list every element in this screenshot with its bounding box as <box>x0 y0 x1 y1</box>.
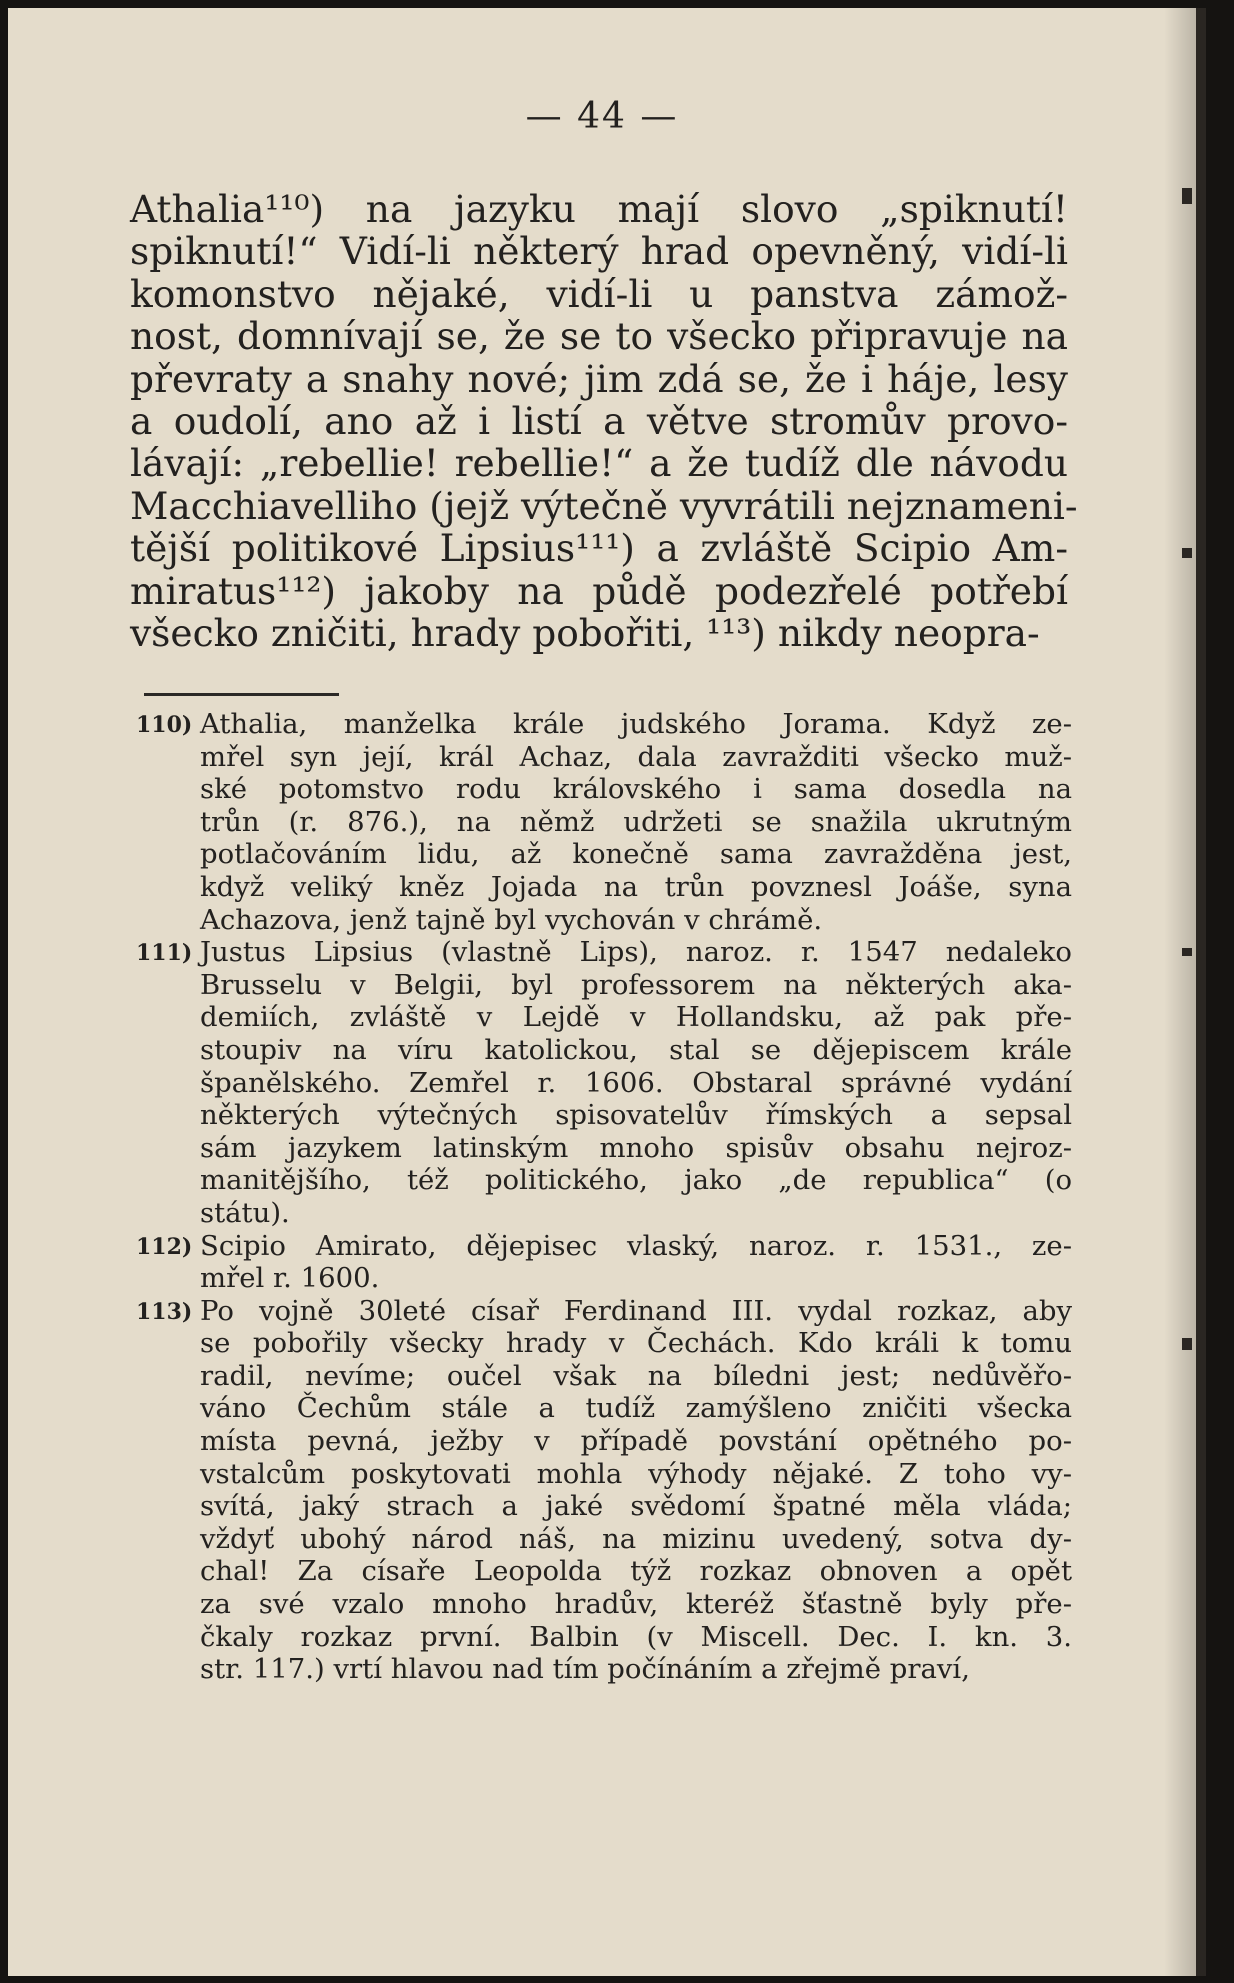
footnote-112 <box>136 1230 1072 1295</box>
footnote-line: místa pevná, ježby v případě povstání opětného po- <box>200 1425 1072 1458</box>
footnote-line: ské potomstvo rodu královského i sama dosedla na <box>200 773 1072 806</box>
text-line: nost, domnívají se, že se to všecko připravuje na <box>130 314 1068 359</box>
binding-mark <box>1182 188 1192 204</box>
footnote-line: váno Čechům stále a tudíž zamýšleno zničiti všecka <box>200 1392 1072 1425</box>
footnote-line: vstalcům poskytovati mohla výhody nějaké. Z toho vy- <box>200 1457 1072 1490</box>
footnotes <box>136 708 1072 1686</box>
footnote-line: vždyť ubohý národ náš, na mizinu uvedený, sotva dy- <box>200 1522 1072 1555</box>
footnote-line: se pobořily všecky hrady v Čechách. Kdo králi k tomu <box>200 1327 1072 1360</box>
footnote-line: španělského. Zemřel r. 1606. Obstaral správné vydání <box>200 1066 1072 1099</box>
text-line: a oudolí, ano až i listí a větve stromův provo- <box>130 399 1068 444</box>
footnote-line: čkaly rozkaz první. Balbin (v Miscell. Dec. I. kn. 3. <box>200 1620 1072 1653</box>
text-line: převraty a snahy nové; jim zdá se, že i háje, lesy <box>130 356 1068 401</box>
binding-mark <box>1182 948 1192 956</box>
footnote-line: když veliký kněz Jojada na trůn povznesl Joáše, syna <box>200 870 1072 903</box>
footnote-line: mřel syn její, král Achaz, dala zavražditi všecko muž- <box>200 740 1072 773</box>
text-line: miratus¹¹²) jakoby na půdě podezřelé potřebí <box>130 568 1068 613</box>
footnote-110 <box>136 708 1072 936</box>
footnote-111 <box>136 936 1072 1229</box>
footnote-divider <box>144 693 339 696</box>
footnote-line: státu). <box>200 1196 290 1229</box>
footnote-line: potlačováním lidu, až konečně sama zavražděna jest, <box>200 838 1072 871</box>
text-line: tější politikové Lipsius¹¹¹) a zvláště Scipio Am- <box>130 526 1068 571</box>
binding-mark <box>1182 1338 1192 1350</box>
footnote-line: svítá, jaký strach a jaké svědomí špatné měla vláda; <box>200 1490 1072 1523</box>
text-line: komonstvo nějaké, vidí-li u panstva zámož- <box>130 271 1068 316</box>
footnote-line: mřel r. 1600. <box>200 1262 380 1295</box>
footnote-line: str. 117.) vrtí hlavou nad tím počínáním a zřejmě praví, <box>200 1653 970 1686</box>
book-page <box>8 8 1206 1976</box>
main-text <box>130 187 1078 656</box>
footnote-line: sám jazykem latinským mnoho spisův obsahu nejroz- <box>200 1131 1072 1164</box>
footnote-line: Scipio Amirato, dějepisec vlaský, naroz. r. 1531., ze- <box>200 1229 1072 1262</box>
footnote-line: Achazova, jenž tajně byl vychován v chrámě. <box>200 903 823 936</box>
text-line: všecko zničiti, hrady pobořiti, ¹¹³) nikdy neopra- <box>130 611 1040 656</box>
footnote-line: Po vojně 30leté císař Ferdinand III. vydal rozkaz, aby <box>200 1294 1072 1327</box>
footnote-113 <box>136 1295 1072 1686</box>
text-line: Macchiavelliho (jejž výtečně vyvrátili nejznameni- <box>130 483 1078 528</box>
footnote-mark: 112) <box>136 1233 193 1260</box>
footnote-line: manitějšího, též politického, jako „de republica“ (o <box>200 1164 1072 1197</box>
page-edge-shadow <box>1164 8 1196 1976</box>
text-line: spiknutí!“ Vidí-li některý hrad opevněný, vidí-li <box>130 229 1068 274</box>
footnote-line: radil, nevíme; oučel však na bíledni jest; nedůvěřo- <box>200 1359 1072 1392</box>
text-line: Athalia¹¹⁰) na jazyku mají slovo „spiknutí! <box>130 187 1068 231</box>
footnote-line: Brusselu v Belgii, byl professorem na některých aka- <box>200 968 1072 1001</box>
footnote-line: Athalia, manželka krále judského Jorama. Když ze- <box>200 708 1072 740</box>
footnote-mark: 110) <box>136 712 193 738</box>
footnote-line: stoupiv na víru katolickou, stal se dějepiscem krále <box>200 1033 1072 1066</box>
footnote-line: Justus Lipsius (vlastně Lips), naroz. r. 1547 nedaleko <box>200 936 1072 969</box>
page-number: — 44 — <box>525 96 679 137</box>
footnote-mark: 111) <box>136 940 193 967</box>
footnote-line: za své vzalo mnoho hradův, kteréž šťastně byly pře- <box>200 1588 1072 1621</box>
binding-mark <box>1182 548 1192 558</box>
footnote-line: trůn (r. 876.), na němž udržeti se snažila ukrutným <box>200 805 1072 838</box>
text-line: lávají: „rebellie! rebellie!“ a že tudíž dle návodu <box>130 441 1068 486</box>
footnote-line: demiích, zvláště v Lejdě v Hollandsku, až pak pře- <box>200 1001 1072 1034</box>
footnote-line: chal! Za císaře Leopolda týž rozkaz obnoven a opět <box>200 1555 1072 1588</box>
footnote-mark: 113) <box>136 1298 193 1325</box>
footnote-line: některých výtečných spisovatelův římských a sepsal <box>200 1099 1072 1132</box>
